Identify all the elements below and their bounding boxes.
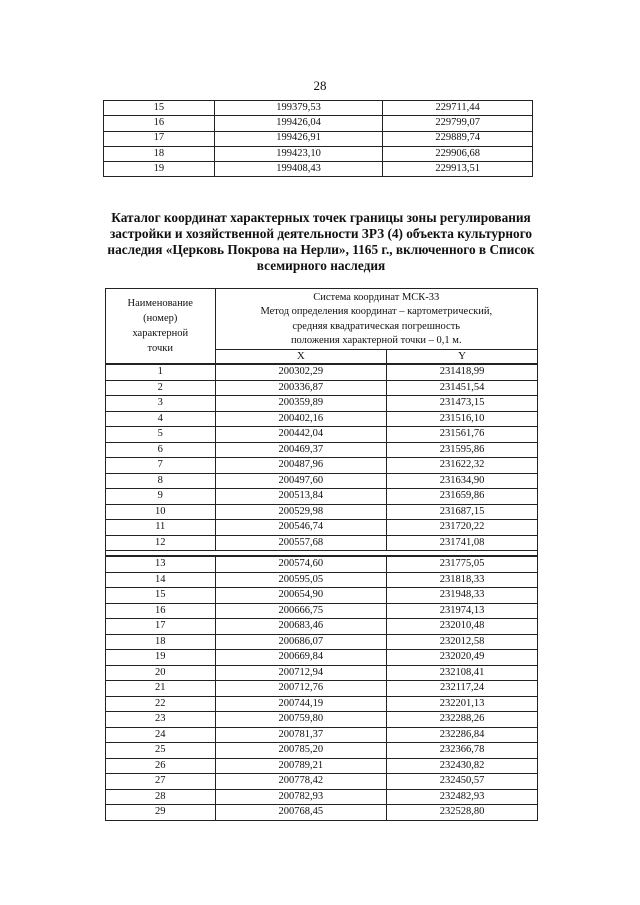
y-coordinate-cell: 232286,84 xyxy=(387,727,538,743)
y-coordinate-cell: 229913,51 xyxy=(383,162,533,177)
point-number-cell: 1 xyxy=(106,364,216,380)
x-coordinate-cell: 200574,60 xyxy=(215,556,387,572)
x-coordinate-cell: 200336,87 xyxy=(215,380,387,396)
table-row xyxy=(106,681,538,697)
table-row xyxy=(106,458,538,474)
table-row xyxy=(104,116,533,131)
y-coordinate-cell: 231974,13 xyxy=(387,603,538,619)
y-coordinate-cell: 231595,86 xyxy=(387,442,538,458)
table-row xyxy=(106,665,538,681)
table-row xyxy=(106,427,538,443)
table-row xyxy=(104,146,533,161)
y-coordinate-cell: 232288,26 xyxy=(387,712,538,728)
y-coordinate-cell: 231948,33 xyxy=(387,588,538,604)
point-number-cell: 15 xyxy=(104,101,215,116)
y-coordinate-cell: 232010,48 xyxy=(387,619,538,635)
point-number-cell: 22 xyxy=(106,696,216,712)
point-number-cell: 8 xyxy=(106,473,216,489)
point-number-cell: 12 xyxy=(106,535,216,551)
table-row xyxy=(106,619,538,635)
y-coordinate-cell: 231818,33 xyxy=(387,572,538,588)
point-number-cell: 11 xyxy=(106,520,216,536)
x-coordinate-cell: 200487,96 xyxy=(215,458,387,474)
x-coordinate-cell: 200654,90 xyxy=(215,588,387,604)
y-coordinate-cell: 229799,07 xyxy=(383,116,533,131)
table-row xyxy=(106,572,538,588)
x-coordinate-cell: 200744,19 xyxy=(215,696,387,712)
point-number-cell: 15 xyxy=(106,588,216,604)
x-coordinate-cell: 200666,75 xyxy=(215,603,387,619)
point-number-cell: 10 xyxy=(106,504,216,520)
header-x: X xyxy=(215,350,387,365)
table-row xyxy=(106,442,538,458)
point-number-cell: 25 xyxy=(106,743,216,759)
point-number-cell: 20 xyxy=(106,665,216,681)
point-number-cell: 28 xyxy=(106,789,216,805)
point-number-cell: 29 xyxy=(106,805,216,821)
table-row xyxy=(106,396,538,412)
x-coordinate-cell: 200359,89 xyxy=(215,396,387,412)
table-row xyxy=(106,650,538,666)
table-row xyxy=(106,774,538,790)
y-coordinate-cell: 231741,08 xyxy=(387,535,538,551)
x-coordinate-cell: 200789,21 xyxy=(215,758,387,774)
table-row xyxy=(104,131,533,146)
table-row xyxy=(106,696,538,712)
point-number-cell: 18 xyxy=(104,146,215,161)
y-coordinate-cell: 231473,15 xyxy=(387,396,538,412)
y-coordinate-cell: 231720,22 xyxy=(387,520,538,536)
x-coordinate-cell: 200557,68 xyxy=(215,535,387,551)
y-coordinate-cell: 232117,24 xyxy=(387,681,538,697)
x-coordinate-cell: 200469,37 xyxy=(215,442,387,458)
x-coordinate-cell: 200529,98 xyxy=(215,504,387,520)
x-coordinate-cell: 199426,91 xyxy=(214,131,382,146)
y-coordinate-cell: 232450,57 xyxy=(387,774,538,790)
point-number-cell: 3 xyxy=(106,396,216,412)
y-coordinate-cell: 231516,10 xyxy=(387,411,538,427)
point-number-cell: 4 xyxy=(106,411,216,427)
point-number-cell: 14 xyxy=(106,572,216,588)
x-coordinate-cell: 199408,43 xyxy=(214,162,382,177)
header-coordinate-system: Система координат МСК-33 Метод определения координат – картометрический, средняя квадратическая погрешность положения характерной точки – 0,1 м. xyxy=(215,289,537,350)
y-coordinate-cell: 232108,41 xyxy=(387,665,538,681)
y-coordinate-cell: 231687,15 xyxy=(387,504,538,520)
x-coordinate-cell: 200781,37 xyxy=(215,727,387,743)
x-coordinate-cell: 199426,04 xyxy=(214,116,382,131)
table-row xyxy=(106,727,538,743)
table-row xyxy=(106,712,538,728)
x-coordinate-cell: 200768,45 xyxy=(215,805,387,821)
table-row xyxy=(106,603,538,619)
point-number-cell: 6 xyxy=(106,442,216,458)
y-coordinate-cell: 229711,44 xyxy=(383,101,533,116)
table-row xyxy=(106,411,538,427)
table-row xyxy=(106,556,538,572)
table-row xyxy=(106,489,538,505)
y-coordinate-cell: 231659,86 xyxy=(387,489,538,505)
y-coordinate-cell: 232366,78 xyxy=(387,743,538,759)
point-number-cell: 7 xyxy=(106,458,216,474)
x-coordinate-cell: 200669,84 xyxy=(215,650,387,666)
catalog-title: Каталог координат характерных точек границы зоны регулирования застройки и хозяйственной деятельности ЗРЗ (4) объекта культурного наследия «Церковь Покрова на Нерли», 1165 г., включенного в Список всемирного наследия xyxy=(107,210,535,273)
point-number-cell: 16 xyxy=(106,603,216,619)
table-row xyxy=(106,758,538,774)
header-point-name: Наименование (номер) характерной точки xyxy=(106,289,216,365)
y-coordinate-cell: 231634,90 xyxy=(387,473,538,489)
y-coordinate-cell: 232528,80 xyxy=(387,805,538,821)
point-number-cell: 19 xyxy=(106,650,216,666)
header-y: Y xyxy=(387,350,538,365)
y-coordinate-cell: 231775,05 xyxy=(387,556,538,572)
x-coordinate-cell: 200778,42 xyxy=(215,774,387,790)
point-number-cell: 5 xyxy=(106,427,216,443)
point-number-cell: 23 xyxy=(106,712,216,728)
table-row xyxy=(106,364,538,380)
table-row xyxy=(106,380,538,396)
y-coordinate-cell: 231561,76 xyxy=(387,427,538,443)
table-row xyxy=(106,520,538,536)
point-number-cell: 26 xyxy=(106,758,216,774)
x-coordinate-cell: 200785,20 xyxy=(215,743,387,759)
y-coordinate-cell: 231451,54 xyxy=(387,380,538,396)
x-coordinate-cell: 200686,07 xyxy=(215,634,387,650)
x-coordinate-cell: 200712,94 xyxy=(215,665,387,681)
table-row xyxy=(104,101,533,116)
table-row xyxy=(106,805,538,821)
x-coordinate-cell: 200782,93 xyxy=(215,789,387,805)
x-coordinate-cell: 200302,29 xyxy=(215,364,387,380)
y-coordinate-cell: 229889,74 xyxy=(383,131,533,146)
x-coordinate-cell: 200595,05 xyxy=(215,572,387,588)
point-number-cell: 16 xyxy=(104,116,215,131)
point-number-cell: 18 xyxy=(106,634,216,650)
table-row xyxy=(104,162,533,177)
point-number-cell: 27 xyxy=(106,774,216,790)
y-coordinate-cell: 231622,32 xyxy=(387,458,538,474)
table-row xyxy=(106,789,538,805)
point-number-cell: 17 xyxy=(106,619,216,635)
table-row xyxy=(106,634,538,650)
point-number-cell: 19 xyxy=(104,162,215,177)
x-coordinate-cell: 200402,16 xyxy=(215,411,387,427)
table-row xyxy=(106,588,538,604)
table-row xyxy=(106,535,538,551)
table-row xyxy=(106,743,538,759)
x-coordinate-cell: 200442,04 xyxy=(215,427,387,443)
y-coordinate-cell: 232482,93 xyxy=(387,789,538,805)
point-number-cell: 13 xyxy=(106,556,216,572)
table-row xyxy=(106,504,538,520)
x-coordinate-cell: 200497,60 xyxy=(215,473,387,489)
page-number: 28 xyxy=(313,78,327,93)
y-coordinate-cell: 232201,13 xyxy=(387,696,538,712)
x-coordinate-cell: 199379,53 xyxy=(214,101,382,116)
y-coordinate-cell: 232012,58 xyxy=(387,634,538,650)
y-coordinate-cell: 231418,99 xyxy=(387,364,538,380)
point-number-cell: 24 xyxy=(106,727,216,743)
point-number-cell: 9 xyxy=(106,489,216,505)
x-coordinate-cell: 200712,76 xyxy=(215,681,387,697)
y-coordinate-cell: 232430,82 xyxy=(387,758,538,774)
x-coordinate-cell: 199423,10 xyxy=(214,146,382,161)
x-coordinate-cell: 200683,46 xyxy=(215,619,387,635)
coordinates-catalog-table xyxy=(105,288,538,821)
y-coordinate-cell: 232020,49 xyxy=(387,650,538,666)
x-coordinate-cell: 200759,80 xyxy=(215,712,387,728)
y-coordinate-cell: 229906,68 xyxy=(383,146,533,161)
point-number-cell: 2 xyxy=(106,380,216,396)
point-number-cell: 21 xyxy=(106,681,216,697)
point-number-cell: 17 xyxy=(104,131,215,146)
continuation-coordinates-table xyxy=(103,100,533,177)
x-coordinate-cell: 200513,84 xyxy=(215,489,387,505)
x-coordinate-cell: 200546,74 xyxy=(215,520,387,536)
table-row xyxy=(106,473,538,489)
